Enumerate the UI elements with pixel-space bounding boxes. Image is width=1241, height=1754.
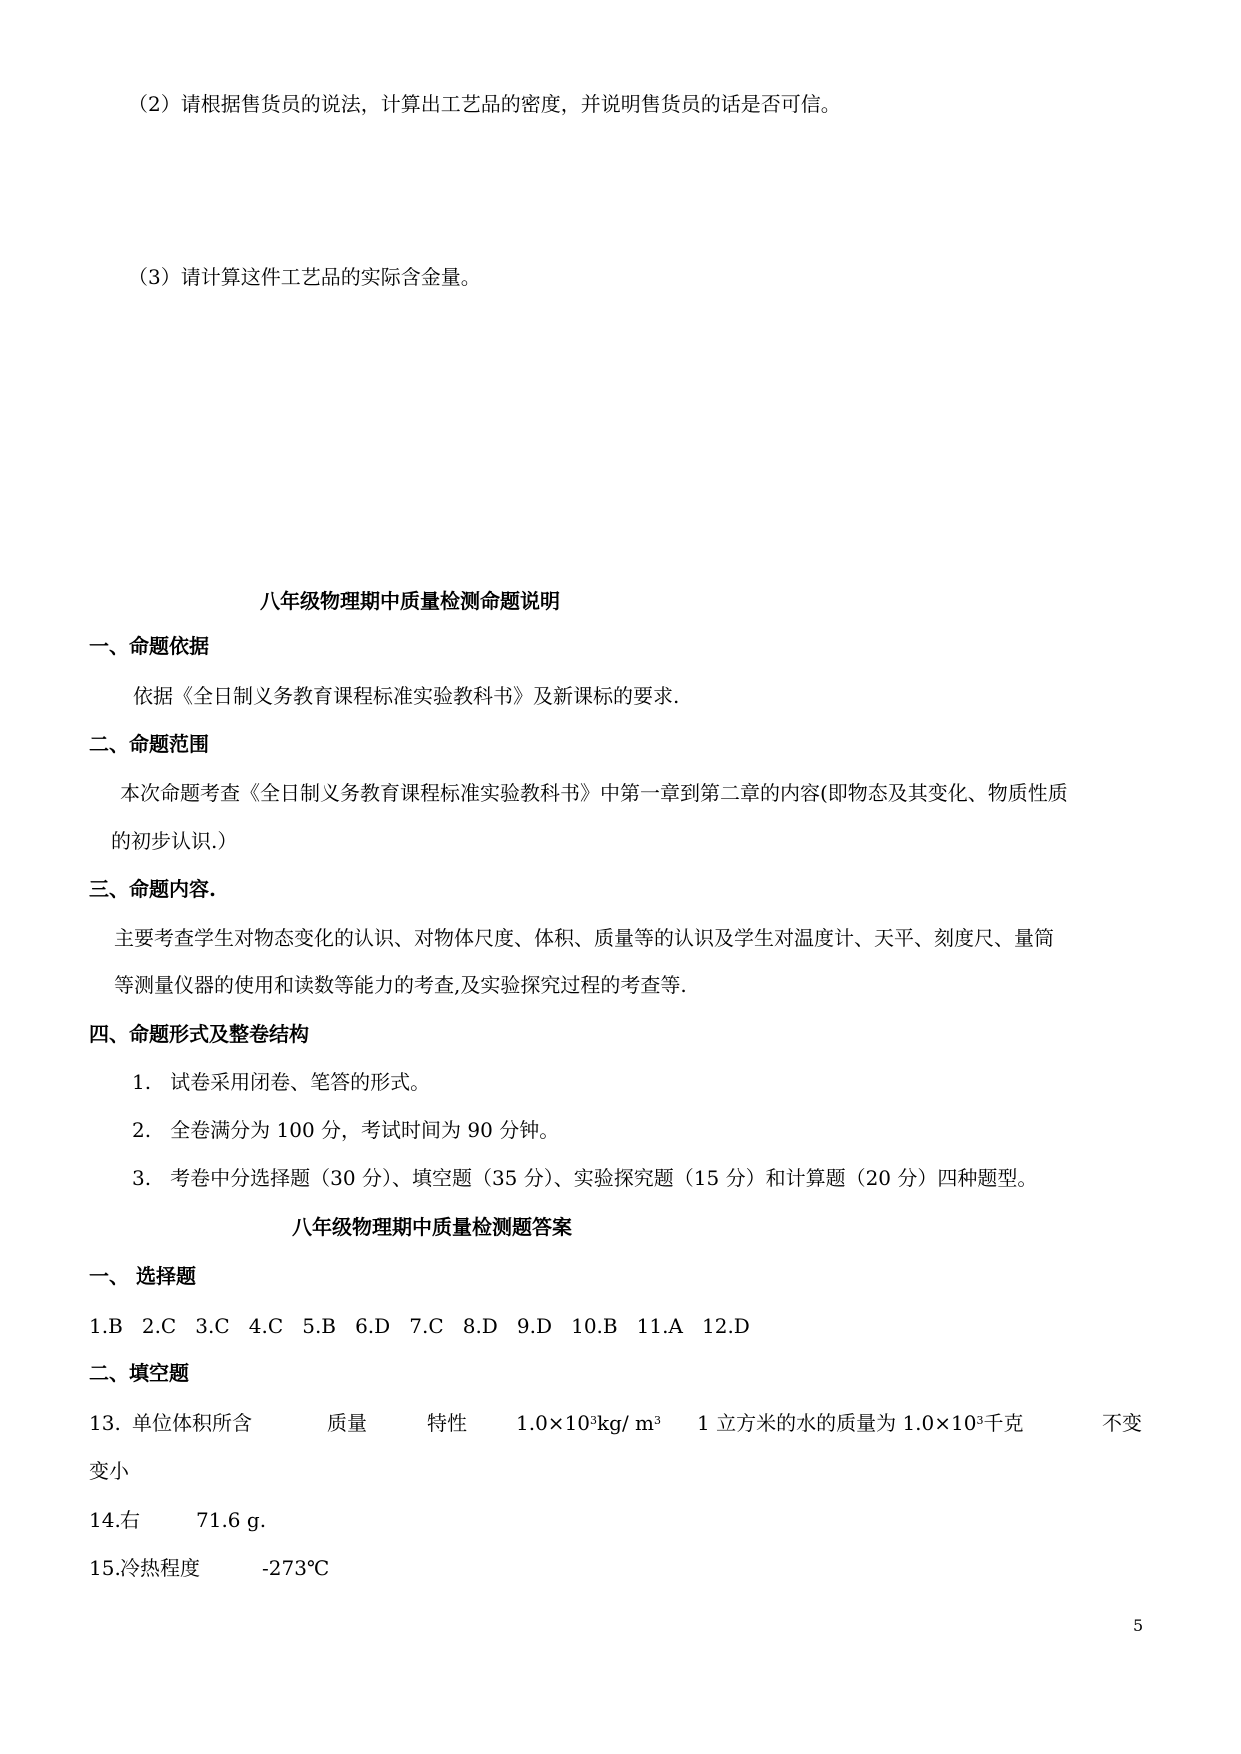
explanation-title: 八年级物理期中质量检测命题说明 [260, 589, 560, 613]
question-3: （3）请计算这件工艺品的实际含金量。 [128, 265, 481, 289]
q14-number: 14. [89, 1508, 121, 1532]
q14-answer-2: 71.6 g. [196, 1508, 267, 1532]
section-2-heading: 二、命题范围 [89, 732, 209, 756]
section-3-heading: 三、命题内容. [89, 877, 216, 901]
q15-answer-2: -273℃ [262, 1556, 330, 1580]
q13-answer-6: 不变 [1102, 1411, 1142, 1435]
mc-answers: 1.B 2.C 3.C 4.C 5.B 6.D 7.C 8.D 9.D 10.B 11.A 12.D [89, 1314, 750, 1338]
section-4-item-3: 3. 考卷中分选择题（30 分）、填空题（35 分）、实验探究题（15 分）和计算题（20 分）四种题型。 [132, 1166, 1038, 1190]
section-1-text: 依据《全日制义务教育课程标准实验教科书》及新课标的要求. [133, 684, 680, 708]
section-4-heading: 四、命题形式及整卷结构 [89, 1022, 309, 1046]
q13-answer-2: 质量 [327, 1411, 367, 1435]
q15-number: 15. [89, 1556, 121, 1580]
q14-answer-1: 右 [120, 1508, 140, 1532]
section-2-text-1: 本次命题考查《全日制义务教育课程标准实验教科书》中第一章到第二章的内容(即物态及其变化、物质性质 [120, 781, 1068, 805]
page-number: 5 [1133, 1616, 1144, 1635]
q13-number: 13. [89, 1411, 121, 1435]
section-1-heading: 一、命题依据 [89, 634, 209, 658]
fill-heading: 二、填空题 [89, 1361, 189, 1385]
section-4-item-2: 2. 全卷满分为 100 分，考试时间为 90 分钟。 [132, 1118, 560, 1142]
answers-title: 八年级物理期中质量检测题答案 [292, 1215, 572, 1239]
question-2: （2）请根据售货员的说法，计算出工艺品的密度，并说明售货员的话是否可信。 [128, 92, 841, 116]
section-3-text-1: 主要考查学生对物态变化的认识、对物体尺度、体积、质量等的认识及学生对温度计、天平、刻度尺、量筒 [114, 926, 1054, 950]
section-4-item-1: 1. 试卷采用闭卷、笔答的形式。 [132, 1070, 431, 1094]
q13-answer-5: 1 立方米的水的质量为 $1.0\times 10^3$千克 [697, 1411, 1024, 1435]
mc-heading: 一、 选择题 [89, 1264, 196, 1288]
section-2-text-2: 的初步认识.） [111, 829, 238, 853]
q13-answer-1: 单位体积所含 [132, 1411, 252, 1435]
q13-answer-4: $1.0\times 10^3kg/$ $m^3$ [516, 1411, 661, 1435]
section-3-text-2: 等测量仪器的使用和读数等能力的考查,及实验探究过程的考查等. [114, 973, 687, 997]
q15-answer-1: 冷热程度 [120, 1556, 200, 1580]
q13-answer-7: 变小 [89, 1459, 129, 1483]
q13-answer-3: 特性 [427, 1411, 467, 1435]
